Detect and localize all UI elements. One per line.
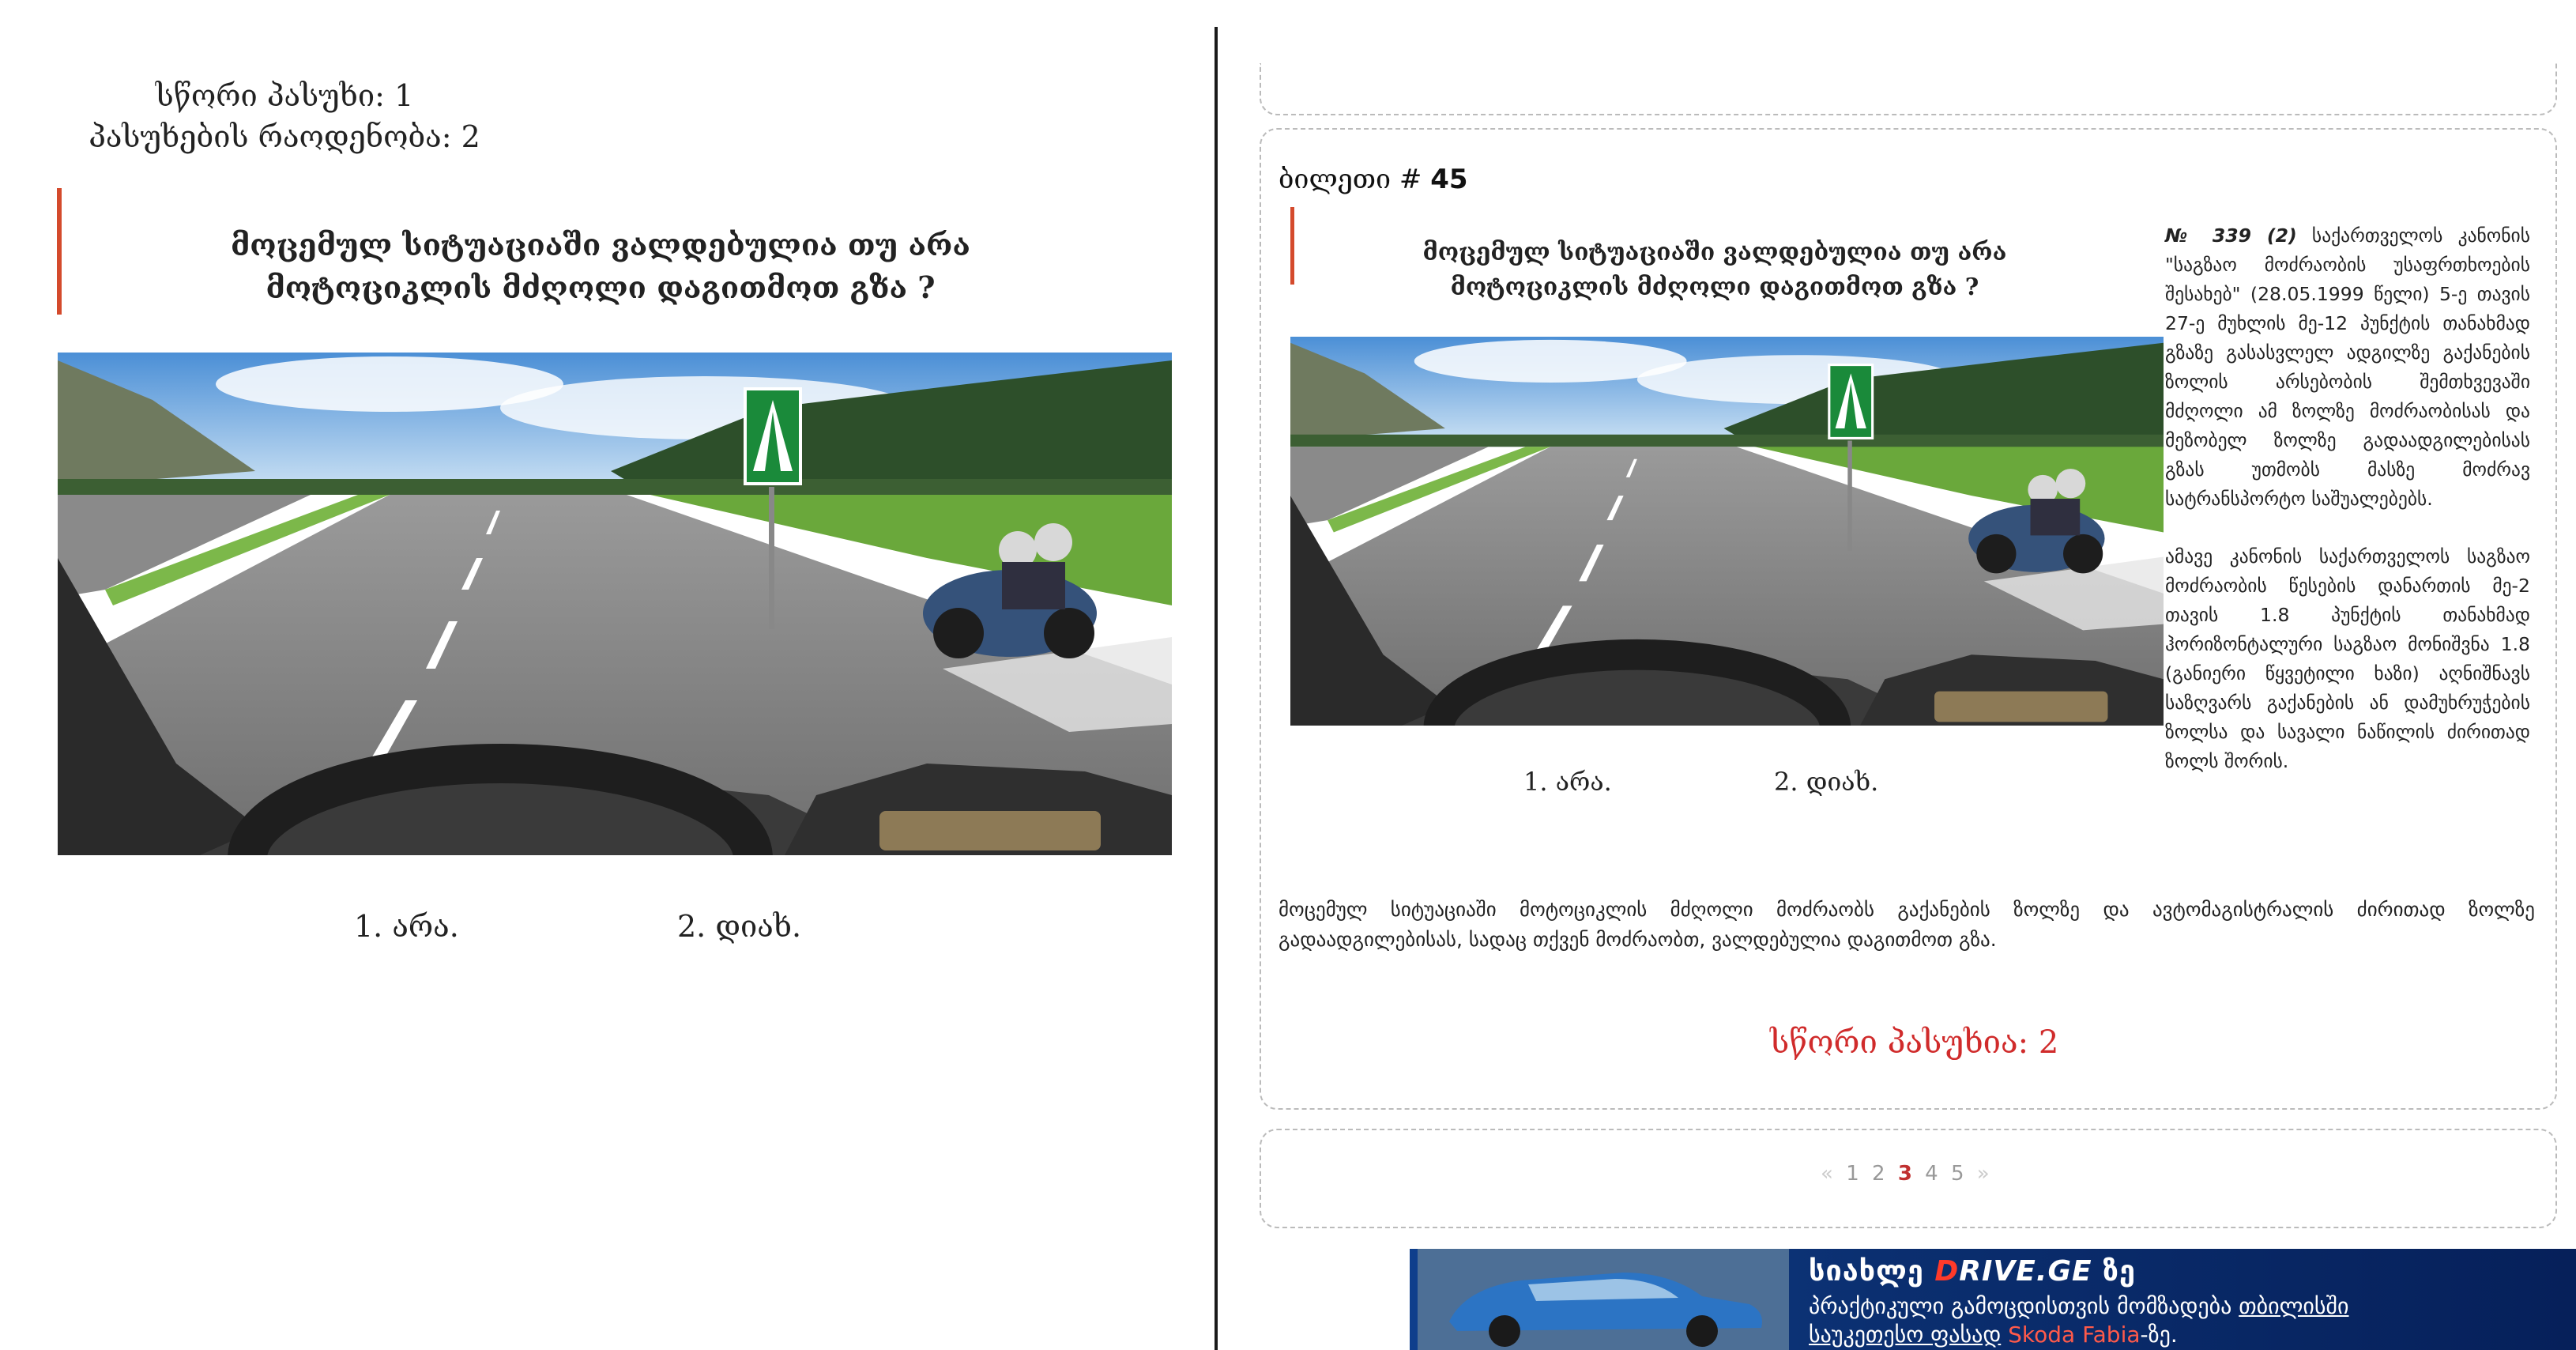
commentary-number: № 339 (2)	[2165, 224, 2297, 247]
page-2[interactable]: 2	[1872, 1162, 1885, 1186]
banner-headline: სიახლე DRIVE.GE ზე	[1809, 1255, 2136, 1288]
ticket-title: ბილეთი # 45	[1279, 164, 1468, 195]
road-scene-illustration	[58, 353, 1172, 855]
banner-line-2: პრაქტიკული გამოცდისთვის მომზადება თბილისში	[1809, 1293, 2349, 1319]
drive-ge-logo: DRIVE.GE	[1934, 1255, 2092, 1288]
explanation-text: მოცემულ სიტუაციაში მოტოციკლის მძღოლი მოძრაობს გაქანების ზოლზე და ავტომაგისტრალის ძირითად ზოლზე გადაადგილებისას, სადაც თქვენ მოძრაობთ, ვალდებულია დაგითმოთ გზა.	[1279, 898, 2535, 951]
car-image	[1418, 1249, 1789, 1350]
banner-skoda: Skoda Fabia	[2008, 1322, 2141, 1348]
right-answer-1[interactable]: 1. არა.	[1523, 767, 1612, 797]
left-scene-image	[58, 353, 1172, 855]
pagination	[1817, 1162, 1993, 1186]
right-scene-image	[1290, 337, 2164, 726]
left-meta	[47, 75, 522, 157]
left-answer-1[interactable]: 1. არა.	[354, 909, 459, 944]
drive-ge-banner[interactable]	[1410, 1249, 2576, 1350]
right-question: მოცემულ სიტუაციაში ვალდებულია თუ არა მოტოციკლის მძღოლი დაგითმოთ გზა ?	[1422, 239, 2007, 301]
page-5[interactable]: 5	[1950, 1162, 1964, 1186]
commentary-paragraph-2: ამავე კანონის საქართველოს საგზაო მოძრაობის წესების დანართის მე-2 თავის 1.8 პუნქტის თანახმად ჰორიზონტალური საგზაო მონიშვნა 1.8 (განიერი წყვეტილი ხაზი) აღნიშნავს საზღვარს გაქანების ან დამუხრუჭების ზოლსა და სავალი ნაწილის ძირითად ზოლს შორის.	[2165, 545, 2530, 772]
commentary-paragraph-1: № 339 (2) საქართველოს კანონის "საგზაო მოძრაობის უსაფრთხოების შესახებ" (28.05.1999 წელი) 5-ე თავის 27-ე მუხლის მე-12 პუნქტის თანახმად გზაზე გასასვლელ ადგილზე გაქანების ზოლის არსებობის შემთხვევაში მძღოლი ამ ზოლზე მოძრაობისას და მეზობელ ზოლზე გადაადგილებისას გზას უთმობს მასზე მოძრავ სატრანსპორტო საშუალებებს.	[2165, 224, 2530, 510]
law-commentary	[2165, 221, 2530, 805]
pagination-prev[interactable]: «	[1821, 1162, 1833, 1186]
left-answer-2[interactable]: 2. დიახ.	[677, 909, 802, 944]
ticket-number: 45	[1430, 164, 1468, 195]
top-box-tail	[1260, 63, 2557, 115]
banner-link-price[interactable]: საუკეთესო ფასად	[1809, 1322, 2002, 1348]
banner-line-3: საუკეთესო ფასად Skoda Fabia-ზე.	[1809, 1322, 2178, 1348]
page-4[interactable]: 4	[1925, 1162, 1938, 1186]
panel-divider	[1215, 27, 1218, 1350]
right-question-accent-bar	[1290, 207, 1294, 285]
left-answers-count: პასუხების რაოდენობა: 2	[89, 119, 480, 154]
right-answer-2[interactable]: 2. დიახ.	[1774, 767, 1879, 797]
pagination-next[interactable]: »	[1976, 1162, 1990, 1186]
correct-answer: სწორი პასუხია: 2	[1770, 1024, 2059, 1061]
page-3-current[interactable]: 3	[1897, 1162, 1912, 1186]
left-correct-answer: სწორი პასუხი: 1	[155, 78, 414, 113]
road-scene-illustration-small	[1290, 337, 2164, 726]
banner-link-tbilisi[interactable]: თბილისში	[2239, 1293, 2349, 1319]
page-1[interactable]: 1	[1846, 1162, 1859, 1186]
question-accent-bar	[57, 188, 62, 315]
left-question: მოცემულ სიტუაციაში ვალდებულია თუ არა მოტოციკლის მძღოლი დაგითმოთ გზა ?	[231, 227, 970, 305]
